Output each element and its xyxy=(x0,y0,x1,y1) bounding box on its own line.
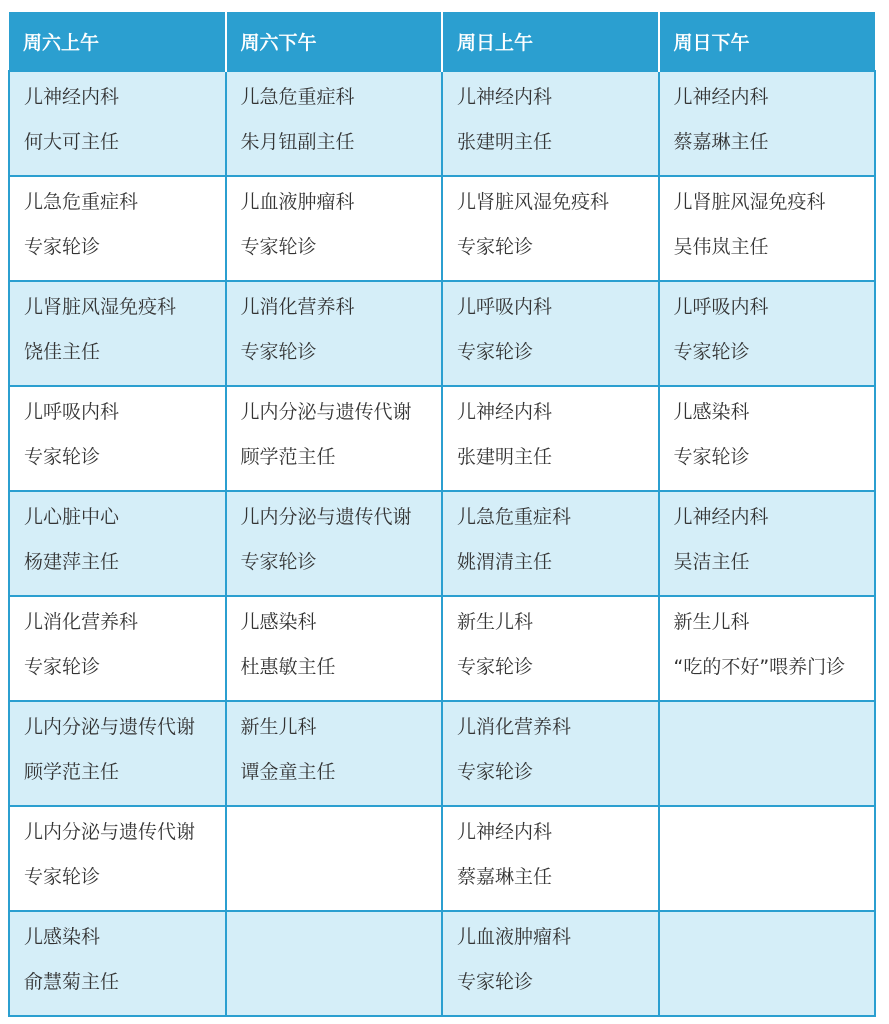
schedule-cell xyxy=(226,491,443,596)
header-cell: 周日下午 xyxy=(659,12,876,71)
table-row xyxy=(9,491,875,596)
doctor-name: 顾学范主任 xyxy=(24,761,120,783)
schedule-cell xyxy=(226,806,443,911)
schedule-cell xyxy=(659,491,876,596)
doctor-name: 张建明主任 xyxy=(457,446,553,468)
schedule-cell xyxy=(442,176,659,281)
doctor-name: 专家轮诊 xyxy=(457,971,534,993)
department-name: 儿心脏中心 xyxy=(24,506,120,528)
department-name: 儿呼吸内科 xyxy=(673,296,769,318)
doctor-name: 专家轮诊 xyxy=(457,236,534,258)
department-name: 儿神经内科 xyxy=(457,86,553,108)
clinic-schedule-table xyxy=(8,12,876,1017)
header-cell: 周六下午 xyxy=(226,12,443,71)
schedule-cell xyxy=(9,911,226,1016)
doctor-name: 顾学范主任 xyxy=(240,446,336,468)
table-row xyxy=(9,281,875,386)
schedule-cell xyxy=(9,386,226,491)
schedule-cell xyxy=(659,596,876,701)
doctor-name: 专家轮诊 xyxy=(24,236,101,258)
department-name: 儿急危重症科 xyxy=(24,191,139,213)
department-name: 儿肾脏风湿免疫科 xyxy=(457,191,610,213)
department-name: 新生儿科 xyxy=(673,611,750,633)
schedule-cell xyxy=(659,176,876,281)
department-name: 儿血液肿瘤科 xyxy=(457,926,572,948)
doctor-name: “吃的不好”喂养门诊 xyxy=(673,656,846,678)
doctor-name: 张建明主任 xyxy=(457,131,553,153)
department-name: 新生儿科 xyxy=(240,716,317,738)
department-name: 儿神经内科 xyxy=(457,401,553,423)
table-row xyxy=(9,596,875,701)
schedule-cell xyxy=(442,491,659,596)
schedule-cell xyxy=(659,386,876,491)
department-name: 儿神经内科 xyxy=(24,86,120,108)
schedule-cell xyxy=(442,596,659,701)
schedule-cell xyxy=(442,71,659,176)
doctor-name: 蔡嘉琳主任 xyxy=(673,131,769,153)
schedule-cell xyxy=(442,386,659,491)
doctor-name: 专家轮诊 xyxy=(457,341,534,363)
table-row xyxy=(9,806,875,911)
table-row xyxy=(9,701,875,806)
schedule-cell xyxy=(226,386,443,491)
department-name: 儿内分泌与遗传代谢 xyxy=(240,401,412,423)
table-row xyxy=(9,176,875,281)
schedule-cell xyxy=(226,596,443,701)
schedule-cell xyxy=(9,281,226,386)
schedule-cell xyxy=(659,281,876,386)
doctor-name: 专家轮诊 xyxy=(24,656,101,678)
schedule-cell xyxy=(226,176,443,281)
doctor-name: 蔡嘉琳主任 xyxy=(457,866,553,888)
department-name: 儿内分泌与遗传代谢 xyxy=(240,506,412,528)
doctor-name: 专家轮诊 xyxy=(24,866,101,888)
schedule-cell xyxy=(659,911,876,1016)
schedule-cell xyxy=(9,491,226,596)
department-name: 儿神经内科 xyxy=(673,86,769,108)
department-name: 儿肾脏风湿免疫科 xyxy=(673,191,826,213)
department-name: 儿消化营养科 xyxy=(457,716,572,738)
header-cell: 周日上午 xyxy=(442,12,659,71)
doctor-name: 专家轮诊 xyxy=(673,446,750,468)
doctor-name: 专家轮诊 xyxy=(240,341,317,363)
schedule-cell xyxy=(9,701,226,806)
schedule-cell xyxy=(9,176,226,281)
department-name: 儿消化营养科 xyxy=(240,296,355,318)
table-row xyxy=(9,386,875,491)
header-cell: 周六上午 xyxy=(9,12,226,71)
schedule-cell xyxy=(659,701,876,806)
table-row xyxy=(9,71,875,176)
doctor-name: 杨建萍主任 xyxy=(24,551,120,573)
doctor-name: 朱月钮副主任 xyxy=(240,131,355,153)
doctor-name: 专家轮诊 xyxy=(240,236,317,258)
schedule-cell xyxy=(442,911,659,1016)
department-name: 儿内分泌与遗传代谢 xyxy=(24,716,196,738)
department-name: 儿神经内科 xyxy=(457,821,553,843)
doctor-name: 专家轮诊 xyxy=(24,446,101,468)
department-name: 新生儿科 xyxy=(457,611,534,633)
schedule-cell xyxy=(9,596,226,701)
header-row xyxy=(9,12,875,71)
department-name: 儿呼吸内科 xyxy=(457,296,553,318)
schedule-cell xyxy=(659,71,876,176)
department-name: 儿消化营养科 xyxy=(24,611,139,633)
schedule-cell xyxy=(442,701,659,806)
doctor-name: 姚渭清主任 xyxy=(457,551,553,573)
doctor-name: 谭金童主任 xyxy=(240,761,336,783)
schedule-cell xyxy=(442,281,659,386)
doctor-name: 俞慧菊主任 xyxy=(24,971,120,993)
schedule-cell xyxy=(9,71,226,176)
schedule-cell xyxy=(226,281,443,386)
table-row xyxy=(9,911,875,1016)
schedule-cell xyxy=(226,911,443,1016)
department-name: 儿内分泌与遗传代谢 xyxy=(24,821,196,843)
department-name: 儿呼吸内科 xyxy=(24,401,120,423)
doctor-name: 饶佳主任 xyxy=(24,341,101,363)
doctor-name: 专家轮诊 xyxy=(457,656,534,678)
department-name: 儿感染科 xyxy=(673,401,750,423)
doctor-name: 何大可主任 xyxy=(24,131,120,153)
department-name: 儿急危重症科 xyxy=(457,506,572,528)
schedule-cell xyxy=(9,806,226,911)
schedule-cell xyxy=(226,701,443,806)
doctor-name: 吴洁主任 xyxy=(673,551,750,573)
doctor-name: 吴伟岚主任 xyxy=(673,236,769,258)
department-name: 儿肾脏风湿免疫科 xyxy=(24,296,177,318)
department-name: 儿感染科 xyxy=(240,611,317,633)
department-name: 儿神经内科 xyxy=(673,506,769,528)
doctor-name: 专家轮诊 xyxy=(673,341,750,363)
doctor-name: 专家轮诊 xyxy=(240,551,317,573)
department-name: 儿感染科 xyxy=(24,926,101,948)
department-name: 儿血液肿瘤科 xyxy=(240,191,355,213)
schedule-cell xyxy=(659,806,876,911)
schedule-cell xyxy=(226,71,443,176)
doctor-name: 专家轮诊 xyxy=(457,761,534,783)
schedule-cell xyxy=(442,806,659,911)
department-name: 儿急危重症科 xyxy=(240,86,355,108)
doctor-name: 杜惠敏主任 xyxy=(240,656,336,678)
schedule-body xyxy=(9,71,875,1016)
